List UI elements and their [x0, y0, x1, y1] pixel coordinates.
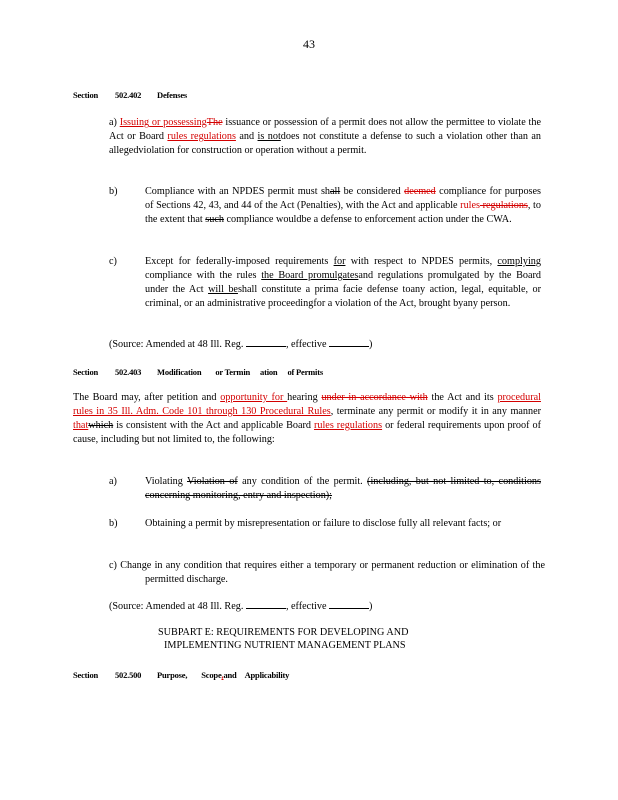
source-text: ): [369, 601, 373, 612]
section-title: Purpose,: [157, 670, 188, 680]
blank-line: [329, 599, 369, 609]
inserted-text: that: [73, 420, 89, 431]
source-text: (Source: Amended at 48 Ill. Reg.: [109, 339, 246, 350]
source-text: (Source: Amended at 48 Ill. Reg.: [109, 601, 246, 612]
section-title: Applicability: [244, 670, 290, 680]
section-number: 502.500: [115, 670, 142, 680]
inserted-text: will be: [208, 284, 238, 295]
body-text: Change in any condition that requires either a temporary or permanent reduction or elimination of the permitted discharge.: [120, 560, 546, 585]
source-note-1: [109, 337, 372, 350]
subsection-label: b): [109, 518, 118, 529]
subsection-text: [145, 475, 541, 503]
body-text: and regulations promulgated by the Board under the Act: [145, 270, 541, 295]
body-text: violation for construction or operation without a permit.: [138, 145, 367, 156]
body-text: , terminate any permit or modify it in any manner: [330, 406, 542, 417]
body-text: any action, legal, equitable, or criminal, or an administrative proceeding: [145, 284, 541, 309]
deleted-text: which: [88, 420, 114, 431]
section-word: Section: [73, 90, 99, 100]
body-text: with respect to NPDES permits,: [345, 256, 498, 267]
inserted-text: rules regulations: [167, 131, 236, 142]
section-heading-502-403: [73, 367, 323, 377]
section-title: Scope: [201, 670, 222, 680]
body-text: compliance with the rules: [145, 270, 262, 281]
subsection-label: c): [109, 256, 117, 267]
inserted-text: rules: [460, 200, 480, 211]
paragraph-403: [73, 391, 541, 447]
deleted-text: The: [206, 117, 223, 128]
inserted-text: Issuing: [119, 117, 150, 128]
inserted-text: is not: [257, 131, 281, 142]
section-title: Modification: [157, 367, 202, 377]
blank-line: [329, 337, 369, 347]
section-number: 502.402: [115, 90, 142, 100]
subsection-label: a): [109, 117, 117, 128]
subsection-text: [109, 559, 545, 587]
page-number: 43: [303, 37, 315, 51]
source-text: , effective: [285, 601, 330, 612]
subpart-line: SUBPART E: REQUIREMENTS FOR DEVELOPING AND: [158, 627, 409, 638]
inserted-text: complying: [497, 256, 541, 267]
inserted-text: ,: [221, 670, 224, 680]
blank-line: [246, 599, 286, 609]
deleted-text: such: [205, 214, 224, 225]
body-text: be considered: [340, 186, 405, 197]
body-text: shall constitute a prima facie defense to: [237, 284, 411, 295]
deleted-text: issuance or possession of a permit does not allow the permittee to violate the Act or Board: [109, 117, 541, 142]
section-number: 502.403: [115, 367, 142, 377]
body-text: any condition of the permit.: [237, 476, 368, 487]
body-text: is consistent with the Act and applicable Board: [113, 420, 314, 431]
body-text: Compliance with an NPDES permit must sh: [145, 186, 330, 197]
deleted-text: all: [330, 186, 341, 197]
section-title: ation: [260, 367, 278, 377]
section-title: Defenses: [157, 90, 188, 100]
body-text: hearing: [287, 392, 322, 403]
section-word: Section: [73, 367, 99, 377]
body-text: any person.: [463, 298, 511, 309]
inserted-text: the Board promulgates: [261, 270, 359, 281]
source-text: , effective: [285, 339, 330, 350]
subpart-heading: [158, 626, 458, 652]
body-text: compliance would: [223, 214, 302, 225]
section-title: or Termin: [215, 367, 251, 377]
inserted-text: procedural rules in 35 Ill. Adm. Code 101 through 130 Procedural Rules: [73, 392, 541, 417]
section-title: and: [223, 670, 237, 680]
source-note-2: [109, 599, 372, 612]
inserted-text: or possessing: [149, 117, 207, 128]
subsection-text: [145, 255, 541, 311]
subsection-label: a): [109, 476, 117, 487]
body-text: does not constitute a defense to such a violation other than an alleged: [109, 131, 541, 156]
source-text: ): [369, 339, 373, 350]
body-text: for a violation of the Act, brought by: [313, 298, 464, 309]
subsection-text: [109, 116, 541, 158]
body-text: Violating: [145, 476, 188, 487]
body-text: and: [235, 131, 258, 142]
inserted-text: rules regulations: [313, 420, 383, 431]
section-word: Section: [73, 670, 99, 680]
subsection-text: Obtaining a permit by misrepresentation or failure to disclose fully all relevant facts; or: [145, 518, 502, 529]
body-text: or federal requirements upon proof of cause, including but not limited to, the following:: [73, 420, 541, 445]
section-heading-502-500: [73, 670, 289, 680]
body-text: be a defense to enforcement action under the CWA.: [301, 214, 512, 225]
inserted-text: for: [333, 256, 346, 267]
deleted-text: under in accordance with: [321, 392, 428, 403]
body-text: The Board may, after petition and: [73, 392, 221, 403]
body-text: , to the extent that: [145, 200, 541, 225]
body-text: compliance for purposes of Sections 42, 43, and 44 of the Act (Penalties), with the Act and applicable: [145, 186, 541, 211]
deleted-text: deemed: [404, 186, 436, 197]
subsection-label: b): [109, 186, 118, 197]
blank-line: [246, 337, 286, 347]
body-text: Except for federally-imposed requirements: [145, 256, 334, 267]
body-text: the Act and its: [427, 392, 498, 403]
section-title: of Permits: [287, 367, 323, 377]
subsection-text: [145, 185, 541, 227]
subsection-label: c): [109, 560, 117, 571]
deleted-text: regulations: [479, 200, 528, 211]
deleted-text: Violation of: [187, 476, 238, 487]
inserted-text: opportunity for: [220, 392, 288, 403]
subpart-line: IMPLEMENTING NUTRIENT MANAGEMENT PLANS: [164, 640, 406, 651]
deleted-text: (including, but not limited to, conditions concerning monitoring, entry and inspection);: [145, 476, 541, 501]
section-heading-502-402: [73, 90, 187, 100]
